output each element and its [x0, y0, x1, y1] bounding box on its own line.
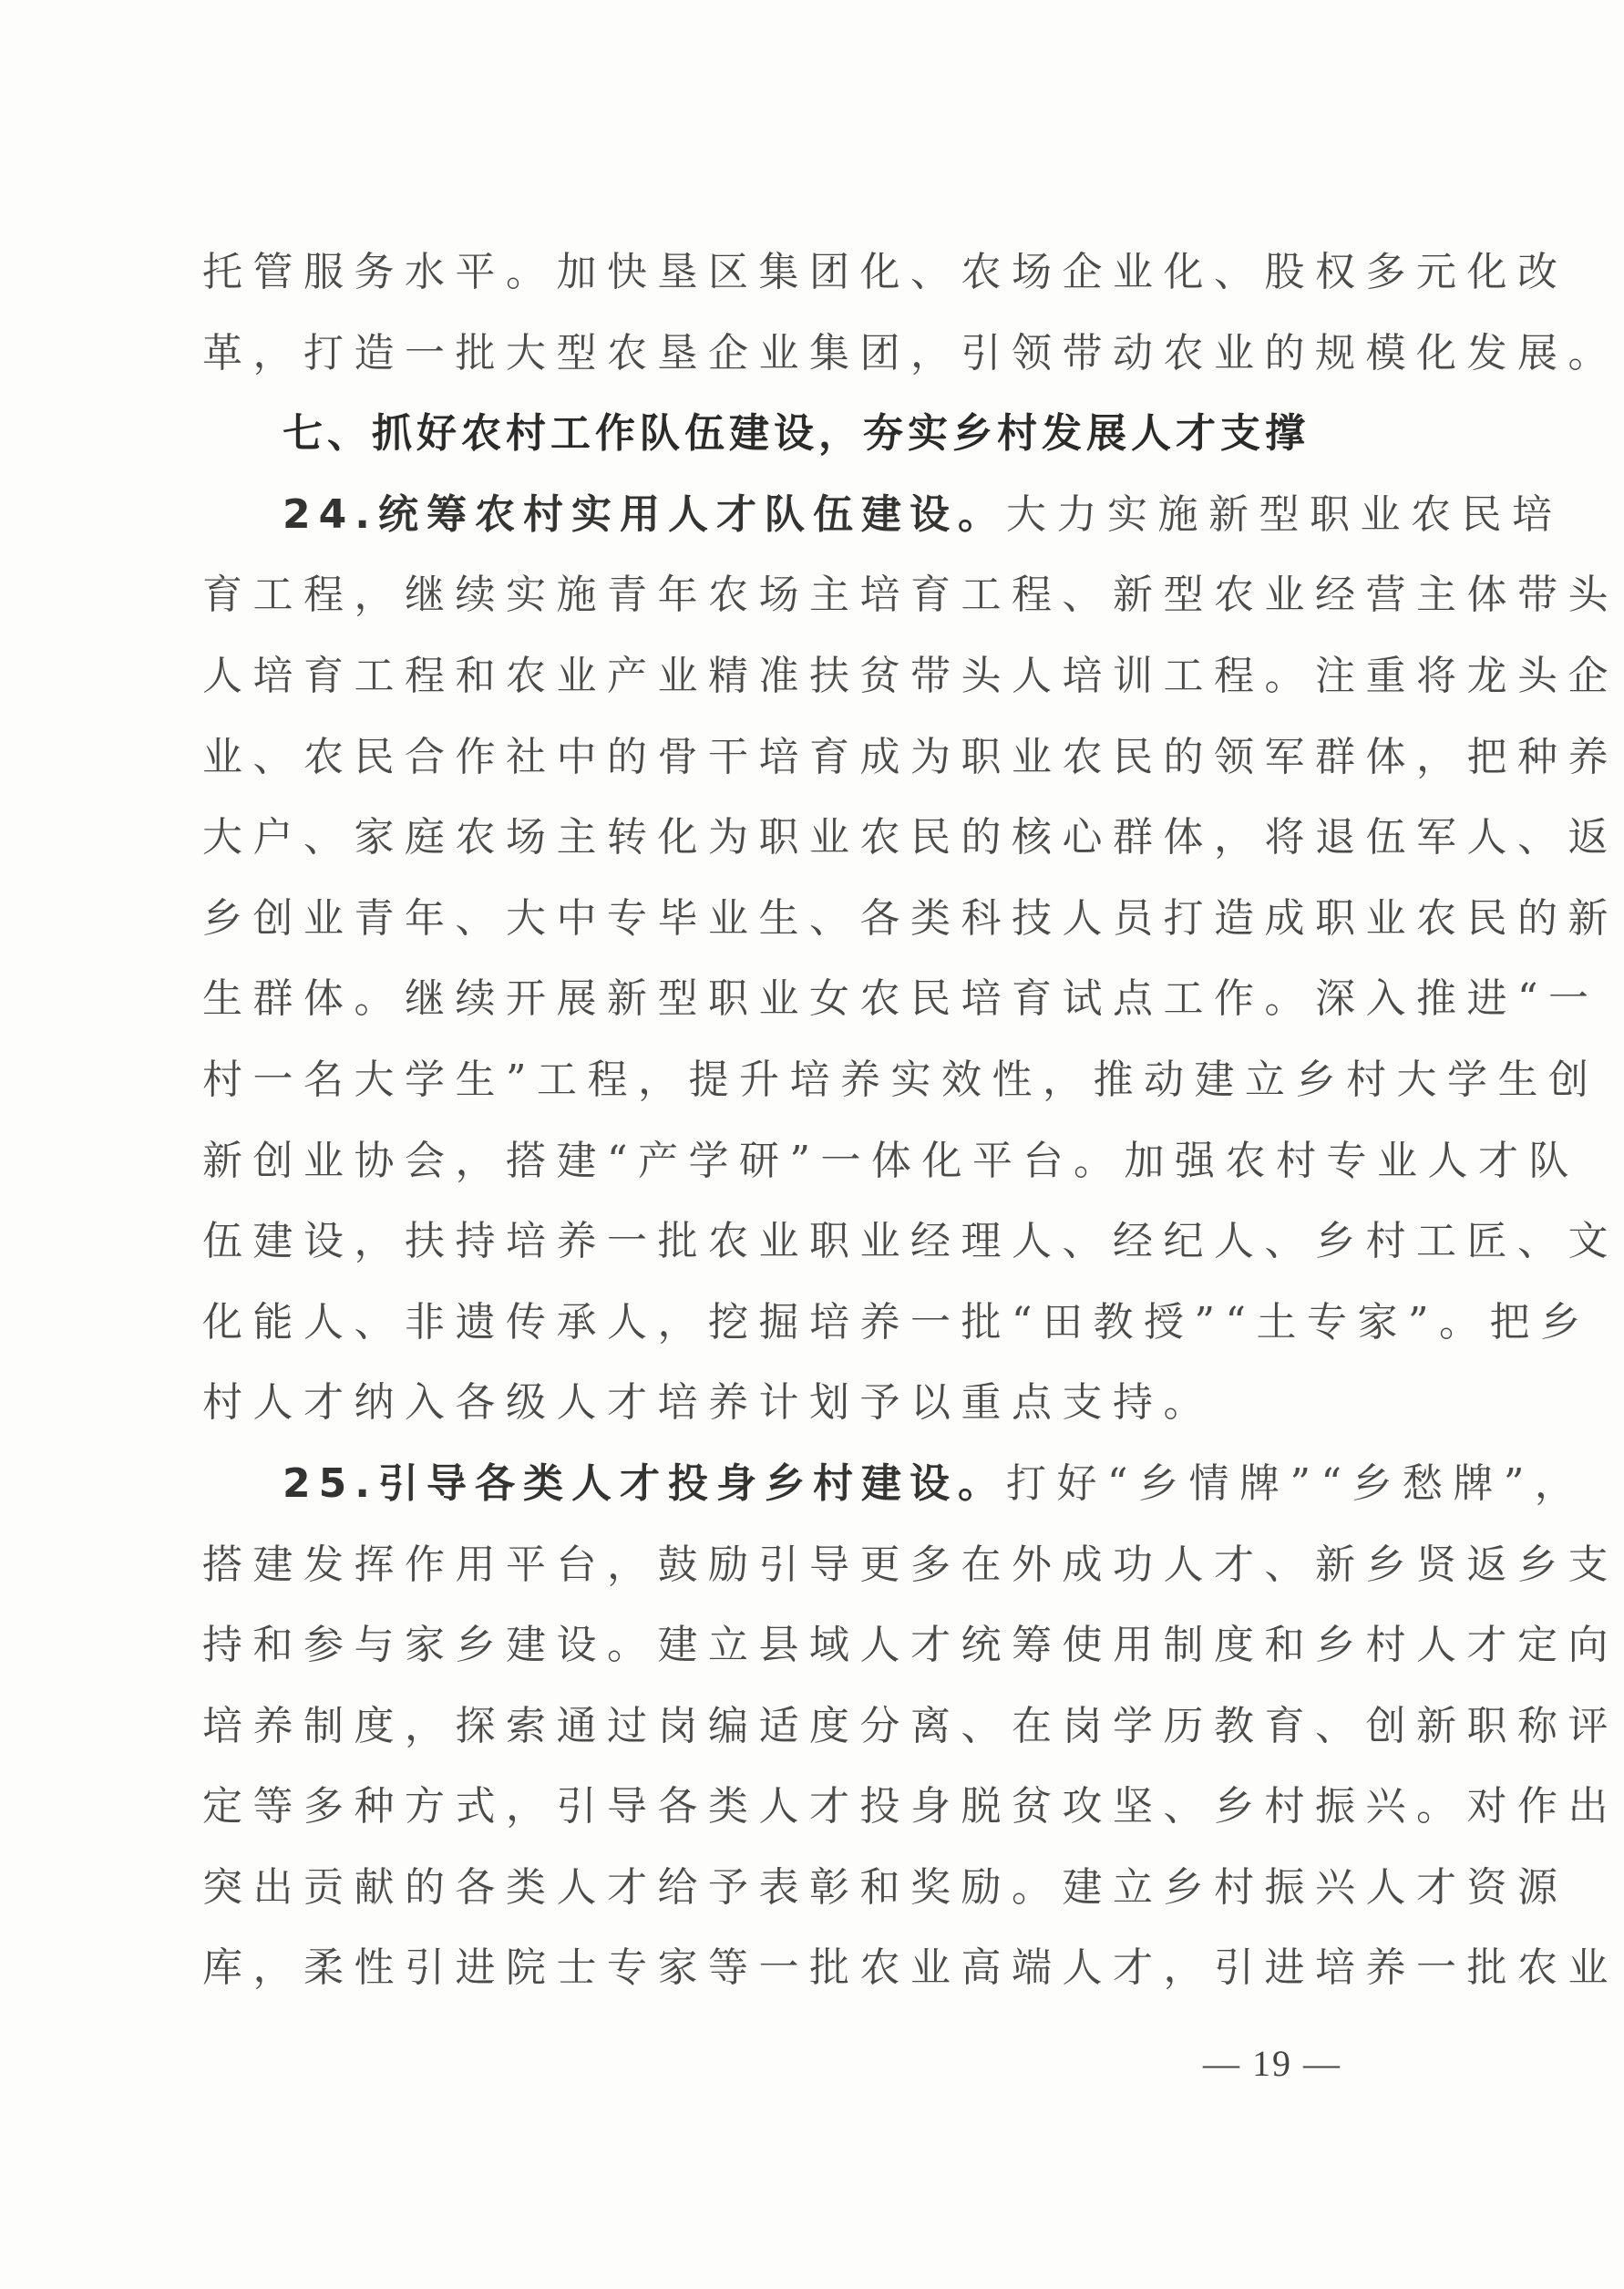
- body-line: 新创业协会，搭建“产学研”一体化平台。加强农村专业人才队: [202, 1137, 1579, 1184]
- body-line: 村一名大学生”工程，提升培养实效性，推动建立乡村大学生创: [202, 1056, 1599, 1103]
- body-line: 大户、家庭农场主转化为职业农民的核心群体，将退伍军人、返: [202, 814, 1619, 861]
- body-line: 搭建发挥作用平台，鼓励引导更多在外成功人才、新乡贤返乡支: [202, 1541, 1619, 1588]
- body-line: 突出贡献的各类人才给予表彰和奖励。建立乡村振兴人才资源: [202, 1863, 1568, 1911]
- paragraph-25-text: 打好“乡情牌”“乡愁牌”，: [1005, 1459, 1586, 1507]
- page-number: — 19 —: [1203, 2043, 1341, 2084]
- paragraph-25-first-line: [202, 1444, 1586, 1525]
- body-line: 托管服务水平。加快垦区集团化、农场企业化、股权多元化改: [202, 249, 1568, 295]
- body-line: 生群体。继续开展新型职业女农民培育试点工作。深入推进“一: [202, 975, 1599, 1023]
- body-line: 伍建设，扶持培养一批农业职业经理人、经纪人、乡村工匠、文: [202, 1218, 1619, 1265]
- body-line: 持和参与家乡建设。建立县域人才统筹使用制度和乡村人才定向: [202, 1622, 1619, 1669]
- body-line: 定等多种方式，引导各类人才投身脱贫攻坚、乡村振兴。对作出: [202, 1783, 1619, 1830]
- paragraph-24-first-line: [202, 475, 1563, 556]
- body-line: 库，柔性引进院士专家等一批农业高端人才，引进培养一批农业: [202, 1944, 1619, 1992]
- document-body: [202, 232, 1619, 2009]
- paragraph-25-lead: 25.引导各类人才投身乡村建设。: [283, 1459, 1006, 1507]
- body-line: 村人才纳入各级人才培养计划予以重点支持。: [202, 1379, 1214, 1427]
- body-line: 人培育工程和农业产业精准扶贫带头人培训工程。注重将龙头企: [202, 652, 1619, 699]
- body-line: 培养制度，探索通过岗编适度分离、在岗学历教育、创新职称评: [202, 1702, 1619, 1749]
- body-line: 乡创业青年、大中专毕业生、各类科技人员打造成职业农民的新: [202, 894, 1619, 942]
- paragraph-24-lead: 24.统筹农村实用人才队伍建设。: [283, 490, 1006, 538]
- body-line: 育工程，继续实施青年农场主培育工程、新型农业经营主体带头: [202, 572, 1619, 619]
- body-line: 革，打造一批大型农垦企业集团，引领带动农业的规模化发展。: [202, 329, 1619, 376]
- body-line: 业、农民合作社中的骨干培育成为职业农民的领军群体，把种养: [202, 733, 1619, 780]
- paragraph-24-text: 大力实施新型职业农民培: [1005, 490, 1563, 538]
- section-heading: 七、抓好农村工作队伍建设，夯实乡村发展人才支撑: [283, 410, 1310, 458]
- body-line: 化能人、非遗传承人，挖掘培养一批“田教授”“土专家”。把乡: [202, 1298, 1591, 1346]
